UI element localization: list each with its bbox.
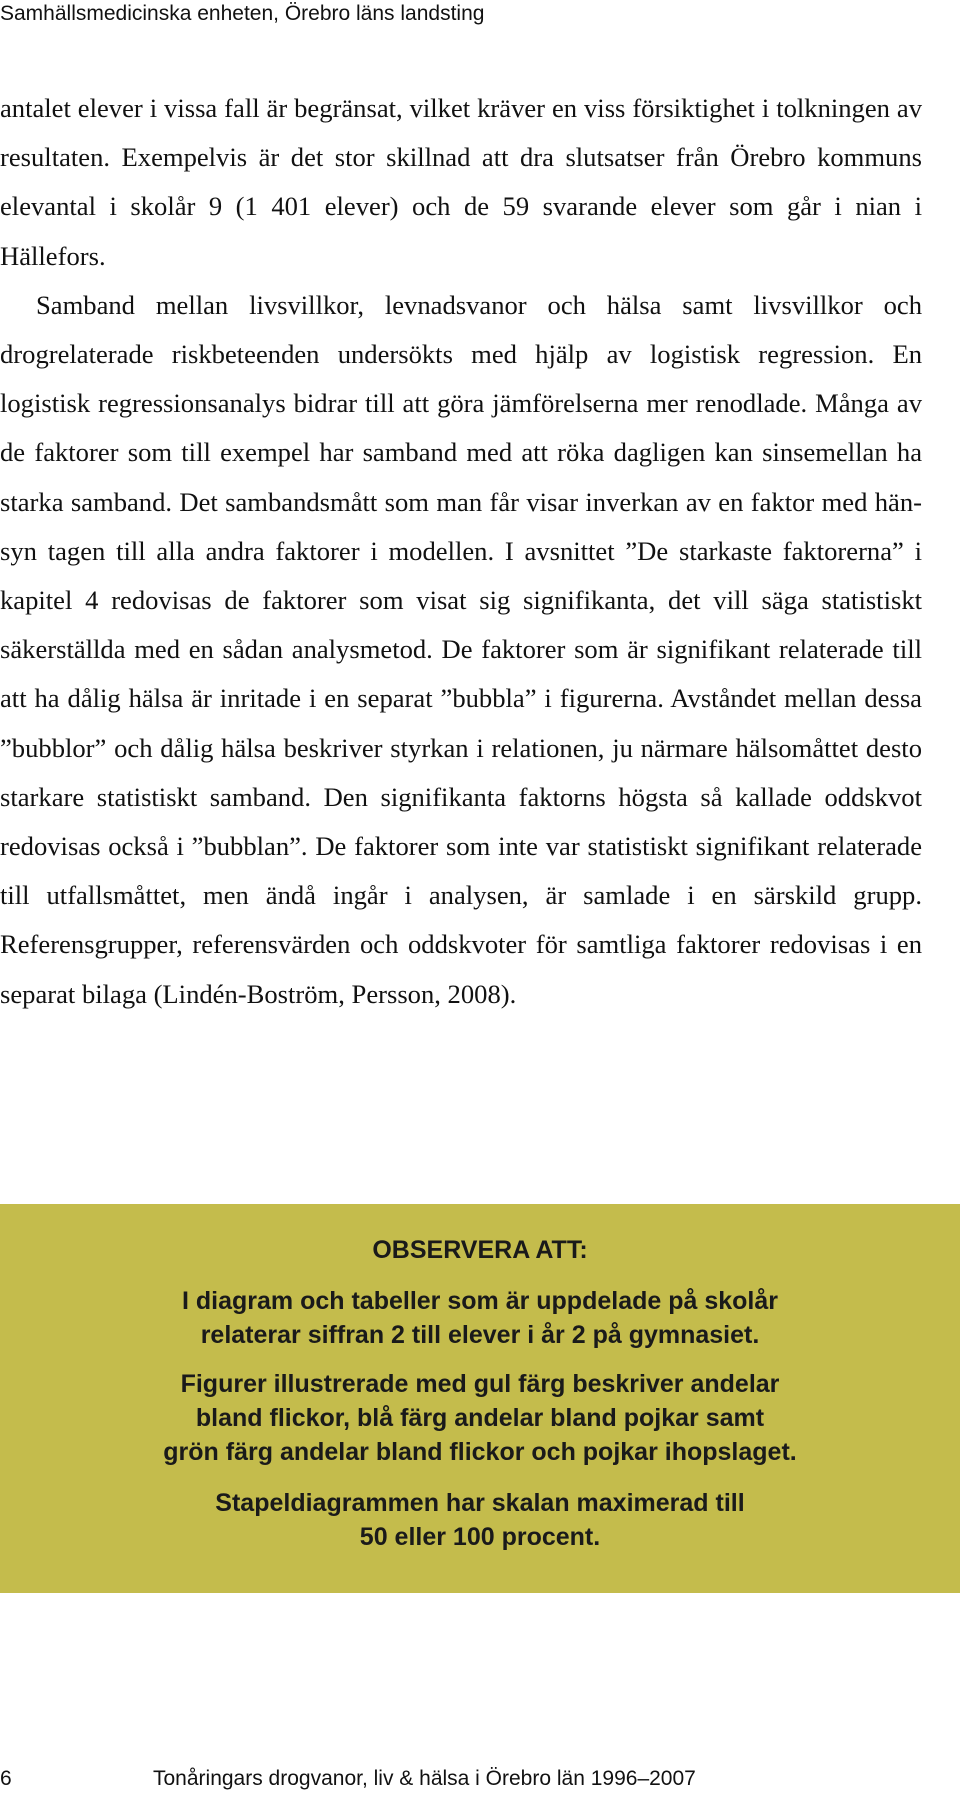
notice-paragraph (0, 1284, 960, 1352)
notice-box (0, 1204, 960, 1593)
notice-line: Figurer illustrerade med gul färg beskriver andelar (180, 1370, 780, 1398)
footer-publication-title: Tonåringars drogvanor, liv & hälsa i Örebro län 1996–2007 (153, 1767, 696, 1790)
notice-line: relaterar siffran 2 till elever i år 2 på gymnasiet. (200, 1321, 760, 1349)
notice-line: grön färg andelar bland flickor och pojkar ihopslaget. (163, 1438, 797, 1466)
body-paragraph: antalet elever i vissa fall är begränsat, vilket kräver en viss försiktighet i tolkningen av resultaten. Exempelvis är det stor skillnad att dra slutsatser från Örebro kommuns elevantal i skolår 9 (1 401 elever) och de 59 svarande elever som går i nian i Hällefors. (0, 93, 922, 271)
notice-line: 50 eller 100 procent. (359, 1523, 601, 1551)
body-paragraph: Samband mellan livsvillkor, levnadsvanor och hälsa samt livsvillkor och drogrelaterade riskbeteenden undersökts med hjälp av logistisk regression. En logistisk regressionsanalys bidrar till att göra jämförelserna mer renodlade. Många av de faktorer som till exempel har samband med att röka dagligen kan sinsemellan ha starka samband. Det sambandsmått som man får visar inverkan av en faktor med hänsyn tagen till alla andra faktorer i modellen. I avsnittet ”De starkaste faktorerna” i kapitel 4 redovisas de faktorer som visat sig signifikanta, det vill säga statistiskt säkerställda med en sådan analysmetod. De faktorer som är signifikant relaterade till att ha dålig hälsa är inritade i en separat ”bubbla” i figurerna. Avståndet mellan dessa ”bubblor” och dålig hälsa beskriver styrkan i relationen, ju närmare hälsomåttet desto starkare statistiskt samband. Den signifikanta faktorns högsta så kallade oddskvot redovisas också i ”bubblan”. De faktorer som inte var statistiskt signifikant relaterade till utfallsmåttet, men ändå ingår i analysen, är samlade i en särskild grupp. Referensgrupper, referensvärden och oddskvoter för samtliga faktorer redovisas i en separat bilaga (Lindén-Boström, Persson, 2008). (0, 289, 922, 1009)
notice-paragraph (0, 1367, 960, 1469)
page-number: 6 (0, 1767, 12, 1790)
body-text (0, 84, 922, 1019)
notice-paragraph (0, 1486, 960, 1554)
notice-line: Stapeldiagrammen har skalan maximerad till (215, 1489, 745, 1517)
notice-line: I diagram och tabeller som är uppdelade på skolår (181, 1287, 779, 1315)
running-head: Samhällsmedicinska enheten, Örebro läns landsting (0, 2, 485, 25)
notice-line: bland flickor, blå färg andelar bland pojkar samt (195, 1404, 765, 1432)
notice-title: OBSERVERA ATT: (372, 1236, 588, 1264)
